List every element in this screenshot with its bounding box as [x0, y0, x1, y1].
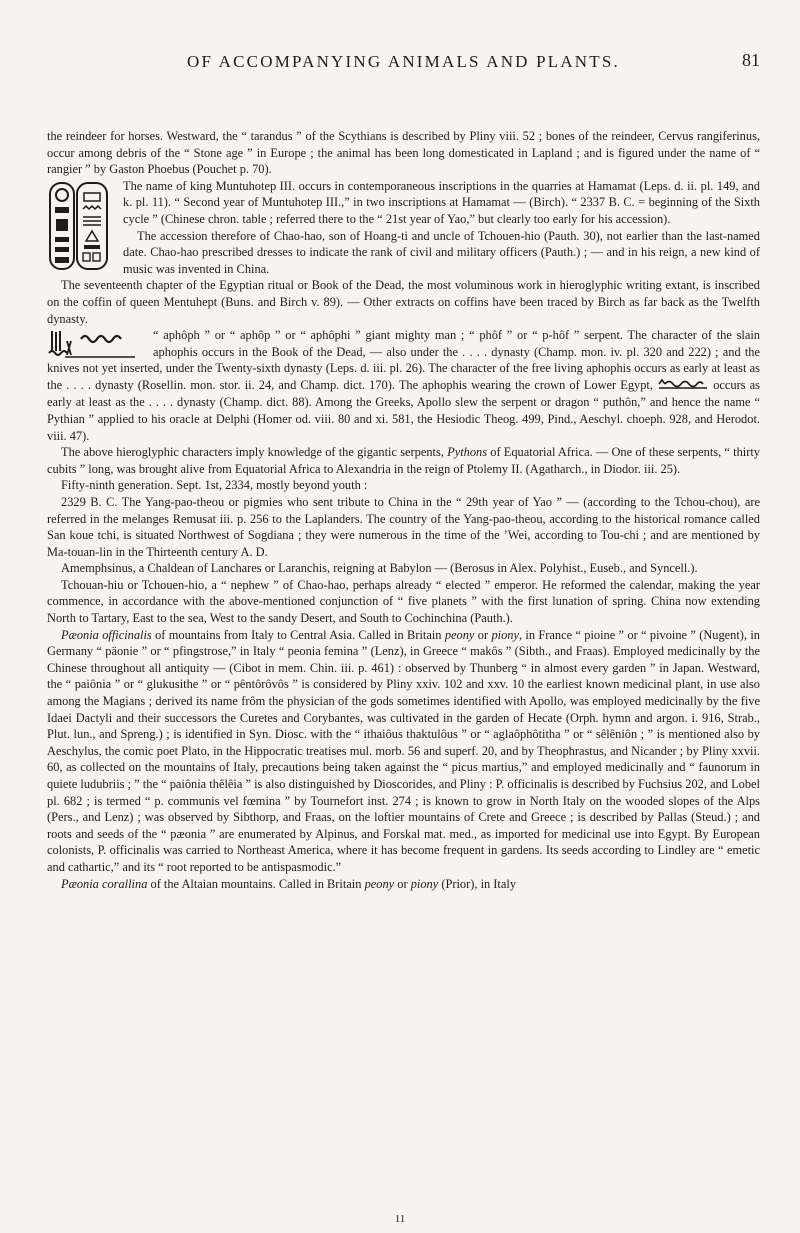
italic-term-paeonia-corallina: Pæonia corallina: [61, 876, 148, 891]
paragraph-2329-bc: [47, 494, 760, 560]
italic-term-peony: peony: [364, 876, 395, 891]
paragraph-text: or: [477, 627, 489, 642]
italic-term-paeonia-officinalis: Pæonia officinalis: [61, 627, 152, 642]
paragraph-text: 2329 B. C. The Yang-pao-theou or pigmies who sent tribute to China in the “ 29th year of Yao ” — (according to the Tchou-chou), are referred in the melanges Remusat iii. p. 256 to the Laplanders. The country of the Yang-pao-theou, according to the historical romance called San koue tchi, is situated Northwest of Sogdiana ; they were numerous in the time of the ’Wei, according to Tou-chi ; and are mentioned by Ma-touan-lin in the Thirteenth century A. D.: [47, 494, 760, 559]
paragraph-aphophis: [47, 327, 760, 444]
paragraph-reindeer: [47, 128, 760, 178]
paragraph-text: the reindeer for horses. Westward, the “ tarandus ” of the Scythians is described by Pliny viii. 52 ; bones of the reindeer, Cervus rangiferinus, occur among debris of the “ Stone age ” in Europe ; the animal has been long domesticated in Lapland ; and is figured under the name of “ rangier ” by Gaston Phoebus (Pouchet p. 70).: [47, 129, 760, 177]
running-title: OF ACCOMPANYING ANIMALS AND PLANTS.: [187, 52, 620, 71]
italic-term-peony: peony: [444, 627, 475, 642]
paragraph-tchouan-hiu: [47, 577, 760, 627]
paragraph-text: of the Altaian mountains. Called in Britain: [150, 876, 362, 891]
cartouche-hieroglyph-icon: [47, 181, 115, 273]
paragraph-pythons: [47, 444, 760, 477]
paragraph-text: “ aphôph ” or “ aphôp ” or “ aphôphi ” giant mighty man ; “ phôf ” or “ p-hôf ” serpent. The character of the slain aphophis occurs in the Book of the Dead, — also under the . . . . dynasty (Champ. mon. iv. pl. 320 and 222) ; and the knives not yet inserted, under the Twenty-sixth dynasty (Leps. d. iii. pl. 26). The character of the free living aphophis occurs as early at least as the . . . . dynasty (Rosellin. mon. stor. ii. 24, and Champ. dict. 170). The aphophis wearing the crown of Lower Egypt,: [47, 328, 760, 392]
running-head: [47, 0, 760, 92]
paragraph-text: The name of king Muntuhotep III. occurs in contemporaneous inscriptions in the quarries at Hamamat (Leps. d. ii. pl. 149, and k. pl. 11). “ Second year of Muntuhotep III.,” in two inscriptions at Hamamat — (Birch). “ 2337 B. C. = beginning of the Sixth cycle ” (Chinese chron. table ; referred there to the “ 21st year of Yao,” but clearly too early for his accession).: [123, 178, 760, 226]
paragraph-text: of mountains from Italy to Central Asia. Called in Britain: [155, 627, 442, 642]
serpent-hieroglyph-icon: [47, 329, 145, 359]
paragraph-text: Tchouan-hiu or Tchouen-hio, a “ nephew ” of Chao-hao, perhaps already “ elected ” emperor. He reformed the calendar, making the year commence, in accordance with the above-mentioned conjunction of “ five planets ” with the first lunation of spring. China now extending North to Tartary, East to the sea, West to the sandy Desert, and South to Cochinchina (Pauth.).: [47, 577, 760, 626]
paragraph-text: or: [397, 876, 408, 891]
signature-mark: 11: [394, 1213, 406, 1225]
paragraph-paeonia-officinalis: [47, 627, 760, 876]
paragraph-chao-hao: [47, 228, 760, 278]
page-number: 81: [742, 50, 760, 70]
body-text: [47, 128, 760, 892]
italic-term-piony: piony: [410, 876, 439, 891]
paragraph-text: Fifty-ninth generation. Sept. 1st, 2334, mostly beyond youth :: [61, 478, 368, 493]
italic-term-piony: piony: [491, 627, 519, 642]
paragraph-muntuhotep: [47, 178, 760, 228]
paragraph-amemphsinus: [47, 560, 760, 577]
paragraph-text-cont: , in France “ pioine ” or “ pivoine ” (Nugent), in Germany “ päonie ” or “ pfingstrose,” in Italy “ peonia femina ” (Lenz), in Greece “ makôs ” (Sibth., and Fraas). Employed medicinally by the Chinese throughout all antiquity — (Cibot in mem. Chin. iii. p. 461) : observed by Thunberg “ in almost every garden ” in Japan. Westward, the “ paiônia ” or “ glukusithe ” or “ pêntôrôvôs ” is considered by Pliny xxiv. 102 and xxv. 10 the earliest known medicinal plant, in use also among the Magians ; derived its name frôm the physician of the gods sometimes identified with Apollo, was employed medicinally by the five Idaei Dactyli and their successors the Curetes and Corybantes, was cultivated in the garden of Hecate (Orph. hymn and argon. i. 916, Strab., Plut. lun., and Spreng.) ; is identified in Syn. Diosc. with the “ ithaiôus thaktulôus ” or “ aglaôphôtitha ” or “ sêlêniôn ; ” is mentioned also by Aeschylus, the comic poet Plato, in the Hippocratic treatises mul. morb. 56 and superf. 20, and by Theophrastus, and Nicander ; by Pliny xxvii. 60, as collected on the mountains of Italy, precautions being taken against the “ picus martius,” and employed medicinally and “ faunorum in quiete ludubriis ; ” the “ paiônia thêlêia ” is also distinguished by Dioscorides, and Pliny : P. officinalis is described by Fuchsius 202, and Lobel pl. 682 ; is termed “ p. communis vel fœmina ” by Tournefort inst. 274 ; is known to grow in North Italy on the wooded slopes of the Alps (Pers., and Lenz) ; was observed by Sibthorp, and Fraas, on the loftier mountains of Crete and Greece ; is described by Pallas (Steud.) ; and roots and seeds of the “ pæonia ” are enumerated by Alpinus, and Forskal mat. med., as imported for medicinal use into Egypt. By European colonists, P. officinalis was carried to Northeast America, where it has become frequent in gardens. Its seeds according to Lindley are “ emetic and cathartic,” and its “ root reported to be antispasmodic.”: [47, 627, 760, 874]
paragraph-text: The seventeenth chapter of the Egyptian ritual or Book of the Dead, the most voluminous work in hieroglyphic writing extant, is inscribed on the coffin of queen Mentuhept (Buns. and Birch v. 89). — Other extracts on coffins have been traced by Birch as far back as the Twelfth dynasty.: [47, 278, 760, 326]
paragraph-text: (Prior), in Italy: [441, 876, 517, 891]
paragraph-fifty-ninth-generation: [47, 477, 760, 494]
paragraph-book-of-dead: [47, 277, 760, 327]
paragraph-paeonia-corallina: [47, 876, 760, 893]
paragraph-text: The accession therefore of Chao-hao, son of Hoang-ti and uncle of Tchouen-hio (Pauth. 30), not earlier than the last-named date. Chao-hao prescribed dresses to indicate the rank of civil and military officers (Pauth.) ; — and in his reign, a new kind of music was invented in China.: [123, 228, 760, 276]
crowned-serpent-icon: [657, 378, 709, 395]
paragraph-text: Amemphsinus, a Chaldean of Lanchares or Laranchis, reigning at Babylon — (Berosus in Alex. Polyhist., Euseb., and Syncell.).: [61, 561, 698, 576]
paragraph-text: The above hieroglyphic characters imply knowledge of the gigantic serpents,: [61, 445, 444, 460]
italic-term-pythons: Pythons: [447, 445, 488, 460]
paragraph-text-cont: of Equatorial Africa. — One of these serpents, “ thirty cubits ” long, was brought alive from Equatorial Africa to Alexandria in the reign of Ptolemy II. (Agatharch., in Diodor. iii. 25).: [47, 445, 760, 476]
paragraph-text-cont: occurs as early at least as the . . . . dynasty (Champ. dict. 88). Among the Greeks, Apollo slew the serpent or dragon “ puthôn,” and hence the name “ Pythian ” applied to his oracle at Delphi (Homer od. viii. 80 and xi. 581, the Hesiodic Theog. 499, Pind., Aeschyl. choeph. 928, and Herodot. viii. 47).: [47, 377, 760, 443]
